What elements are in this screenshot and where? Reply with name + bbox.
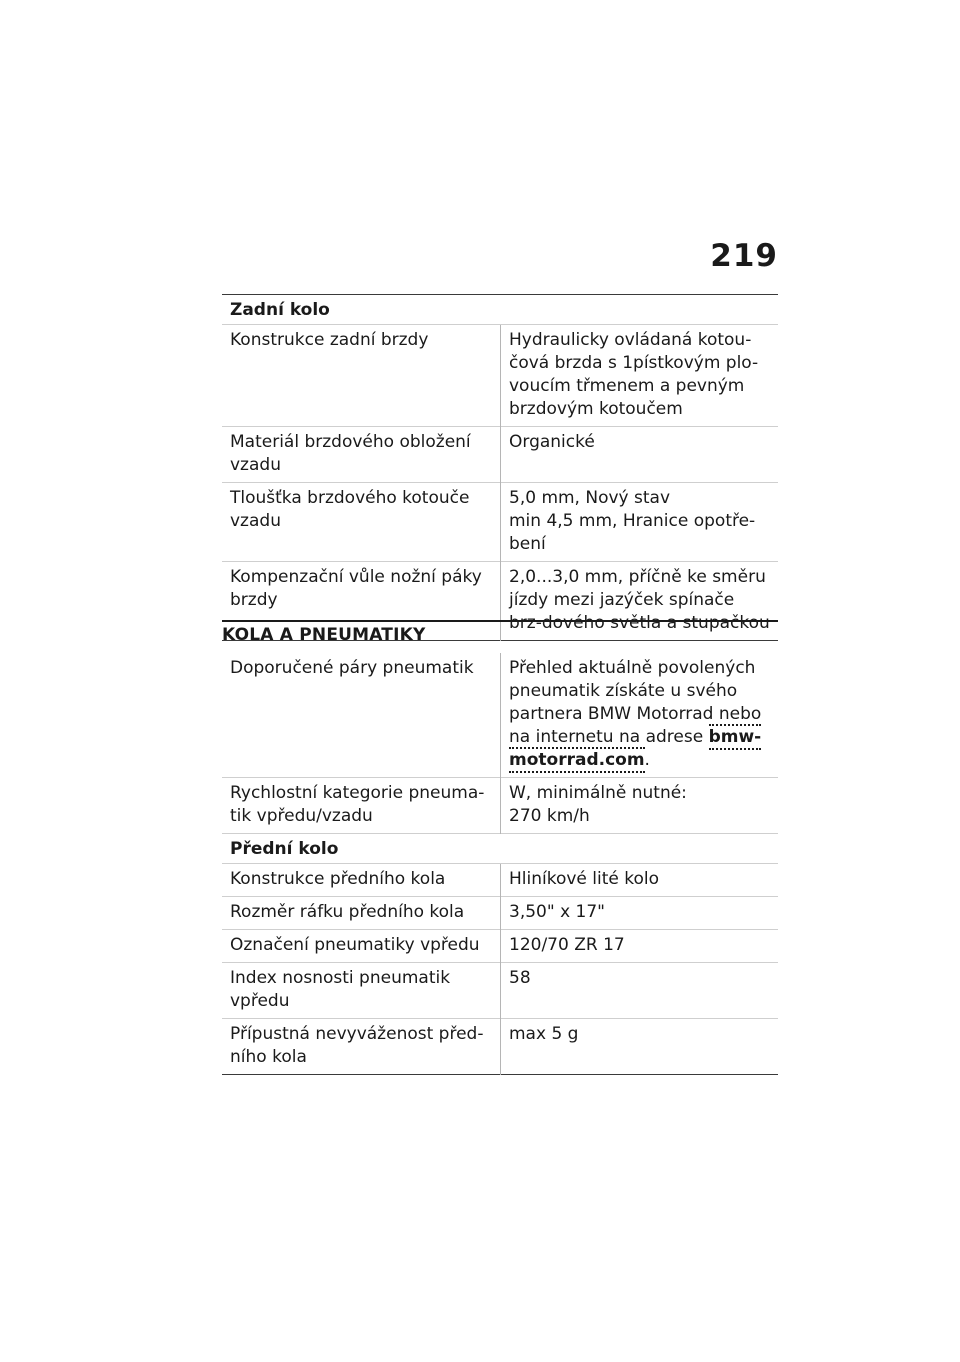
table-row bbox=[222, 897, 778, 930]
table-row bbox=[222, 325, 778, 427]
table-row bbox=[222, 483, 778, 562]
speed-rating-value bbox=[501, 778, 779, 834]
front-wheel-heading-row bbox=[222, 834, 778, 864]
front-wheel-heading: Přední kolo bbox=[222, 834, 778, 864]
rear-disc-thickness-label: Tloušťka brzdového kotouče vzadu bbox=[230, 488, 470, 531]
link-suffix: . bbox=[644, 750, 650, 770]
rear-wheel-table bbox=[222, 295, 778, 641]
rear-disc-limit-value: min 4,5 mm, Hranice opotře-bení bbox=[509, 511, 756, 554]
speed-rating-label: Rychlostní kategorie pneuma-tik vpředu/vzadu bbox=[230, 783, 485, 826]
table-row bbox=[222, 1019, 778, 1075]
front-load-index-label: Index nosnosti pneumatik vpředu bbox=[230, 968, 451, 1011]
rear-wheel-section bbox=[222, 294, 778, 641]
front-rim-size-label: Rozměr ráfku předního kola bbox=[230, 902, 465, 922]
brake-lever-play-label: Kompenzační vůle nožní páky brzdy bbox=[230, 567, 482, 610]
brake-lever-play-value: 2,0...3,0 mm, příčně ke směru jízdy mezi jazýček spínače brz-dového světla a stupačkou bbox=[501, 562, 779, 641]
front-rim-size-value: 3,50" x 17" bbox=[501, 897, 779, 930]
recommended-tires-label: Doporučené páry pneumatik bbox=[230, 658, 474, 678]
wheels-tires-table bbox=[222, 653, 778, 1075]
rear-brake-design-value: Hydraulicky ovládaná kotou-čová brzda s 1pístkovým plo-voucím třmenem a pevným brzdovým kotoučem bbox=[501, 325, 779, 427]
rear-brake-pad-label: Materiál brzdového obložení vzadu bbox=[230, 432, 471, 475]
bmw-motorrad-link[interactable]: bmw-motorrad.com bbox=[509, 724, 761, 773]
table-row bbox=[222, 778, 778, 834]
section-title: KOLA A PNEUMATIKY bbox=[222, 620, 778, 645]
front-tire-designation-value: 120/70 ZR 17 bbox=[501, 930, 779, 963]
front-wheel-design-label: Konstrukce předního kola bbox=[230, 869, 446, 889]
speed-rating-text: W, minimálně nutné: bbox=[509, 783, 687, 803]
speed-rating-speed: 270 km/h bbox=[509, 806, 590, 826]
recommended-tires-value bbox=[501, 653, 779, 778]
front-imbalance-value: max 5 g bbox=[501, 1019, 779, 1075]
table-row bbox=[222, 653, 778, 778]
wheels-tires-section bbox=[222, 620, 778, 1075]
rear-disc-new-value: 5,0 mm, Nový stav bbox=[509, 488, 671, 508]
page-number: 219 bbox=[710, 238, 778, 274]
table-row bbox=[222, 930, 778, 963]
front-wheel-design-value: Hliníkové lité kolo bbox=[501, 864, 779, 897]
rear-brake-pad-value: Organické bbox=[501, 427, 779, 483]
recommended-tires-text: Přehled aktuálně povolených pneumatik získáte u svého partnera BMW Motorrad nebo na internetu na adrese bbox=[509, 658, 762, 747]
front-load-index-value: 58 bbox=[501, 963, 779, 1019]
rear-wheel-heading-row bbox=[222, 295, 778, 325]
front-imbalance-label: Přípustná nevyváženost před-ního kola bbox=[230, 1024, 484, 1067]
rear-brake-design-label: Konstrukce zadní brzdy bbox=[230, 330, 429, 350]
table-row bbox=[222, 864, 778, 897]
rear-disc-thickness-value bbox=[501, 483, 779, 562]
rear-wheel-heading: Zadní kolo bbox=[222, 295, 778, 325]
front-tire-designation-label: Označení pneumatiky vpředu bbox=[230, 935, 480, 955]
table-row bbox=[222, 427, 778, 483]
table-row bbox=[222, 963, 778, 1019]
